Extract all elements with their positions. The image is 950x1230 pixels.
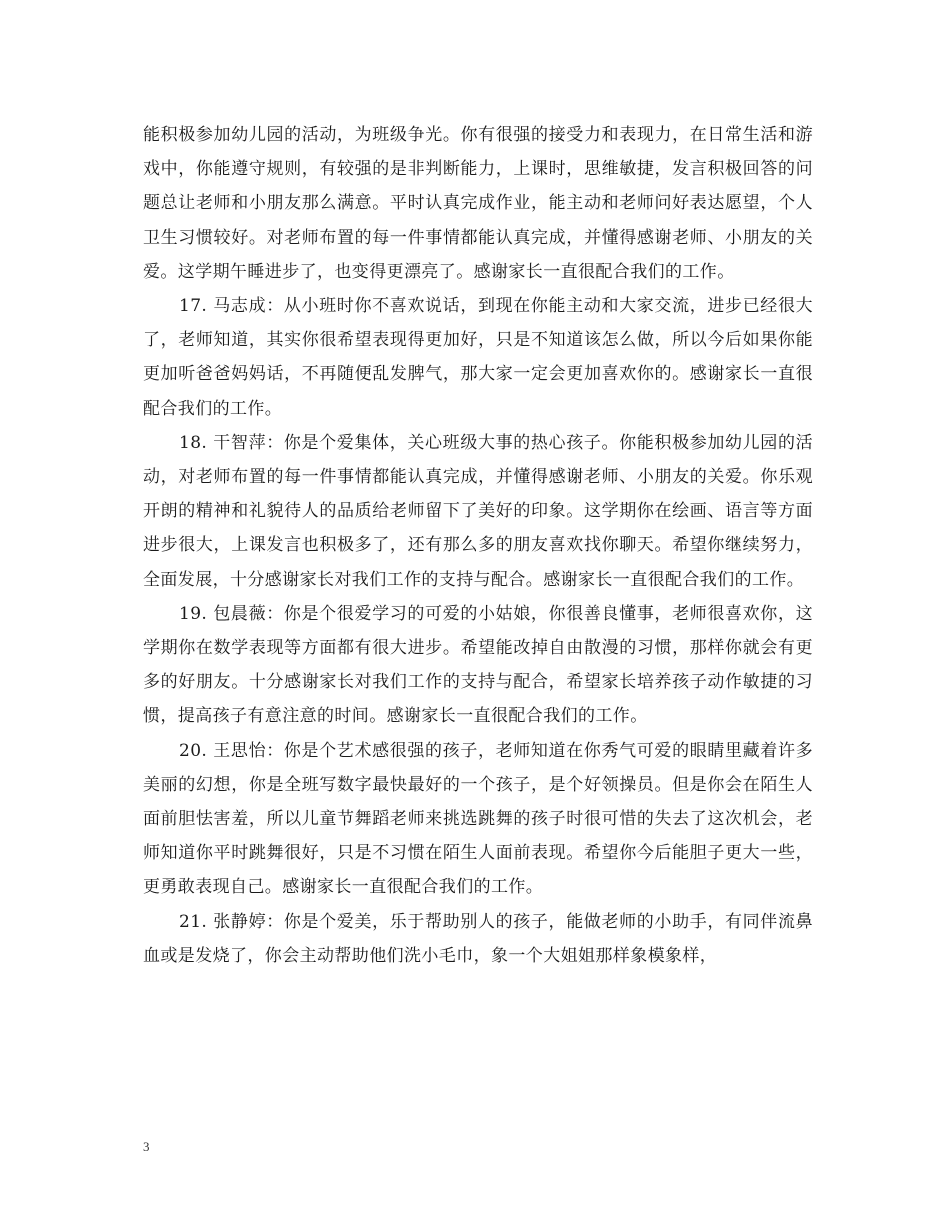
paragraph-continuation: 能积极参加幼儿园的活动，为班级争光。你有很强的接受力和表现力，在日常生活和游戏中，你能遵守规则，有较强的是非判断能力，上课时，思维敏捷，发言积极回答的问题总让老师和小朋友那么满意。平时认真完成作业，能主动和老师问好表达愿望，个人卫生习惯较好。对老师布置的每一件事情都能认真完成，并懂得感谢老师、小朋友的关爱。这学期午睡进步了，也变得更漂亮了。感谢家长一直很配合我们的工作。 bbox=[143, 125, 813, 282]
paragraph-comment-18: 18. 干智萍：你是个爱集体，关心班级大事的热心孩子。你能积极参加幼儿园的活动，对老师布置的每一件事情都能认真完成，并懂得感谢老师、小朋友的关爱。你乐观开朗的精神和礼貌待人的品质给老师留下了美好的印象。这学期你在绘画、语言等方面进步很大，上课发言也积极多了，还有那么多的朋友喜欢找你聊天。希望你继续努力，全面发展，十分感谢家长对我们工作的支持与配合。感谢家长一直很配合我们的工作。 bbox=[143, 432, 813, 590]
page-number: 3 bbox=[143, 1139, 150, 1154]
body-text bbox=[143, 118, 813, 973]
paragraph-comment-19: 19. 包晨薇：你是个很爱学习的可爱的小姑娘，你很善良懂事，老师很喜欢你，这学期你在数学表现等方面都有很大进步。希望能改掉自由散漫的习惯，那样你就会有更多的好朋友。十分感谢家长对我们工作的支持与配合，希望家长培养孩子动作敏捷的习惯，提高孩子有意注意的时间。感谢家长一直很配合我们的工作。 bbox=[143, 603, 813, 727]
paragraph-comment-21: 21. 张静婷：你是个爱美，乐于帮助别人的孩子，能做老师的小助手，有同伴流鼻血或是发烧了，你会主动帮助他们洗小毛巾，象一个大姐姐那样象模象样， bbox=[143, 911, 813, 966]
paragraph-comment-17: 17. 马志成：从小班时你不喜欢说话，到现在你能主动和大家交流，进步已经很大了，老师知道，其实你很希望表现得更加好，只是不知道该怎么做，所以今后如果你能更加听爸爸妈妈话，不再随便乱发脾气，那大家一定会更加喜欢你的。感谢家长一直很配合我们的工作。 bbox=[143, 296, 813, 419]
paragraph-comment-20: 20. 王思怡：你是个艺术感很强的孩子，老师知道在你秀气可爱的眼睛里藏着许多美丽的幻想，你是全班写数字最快最好的一个孩子，是个好领操员。但是你会在陌生人面前胆怯害羞，所以儿童节舞蹈老师来挑选跳舞的孩子时很可惜的失去了这次机会，老师知道你平时跳舞很好，只是不习惯在陌生人面前表现。希望你今后能胆子更大一些，更勇敢表现自己。感谢家长一直很配合我们的工作。 bbox=[143, 740, 813, 898]
